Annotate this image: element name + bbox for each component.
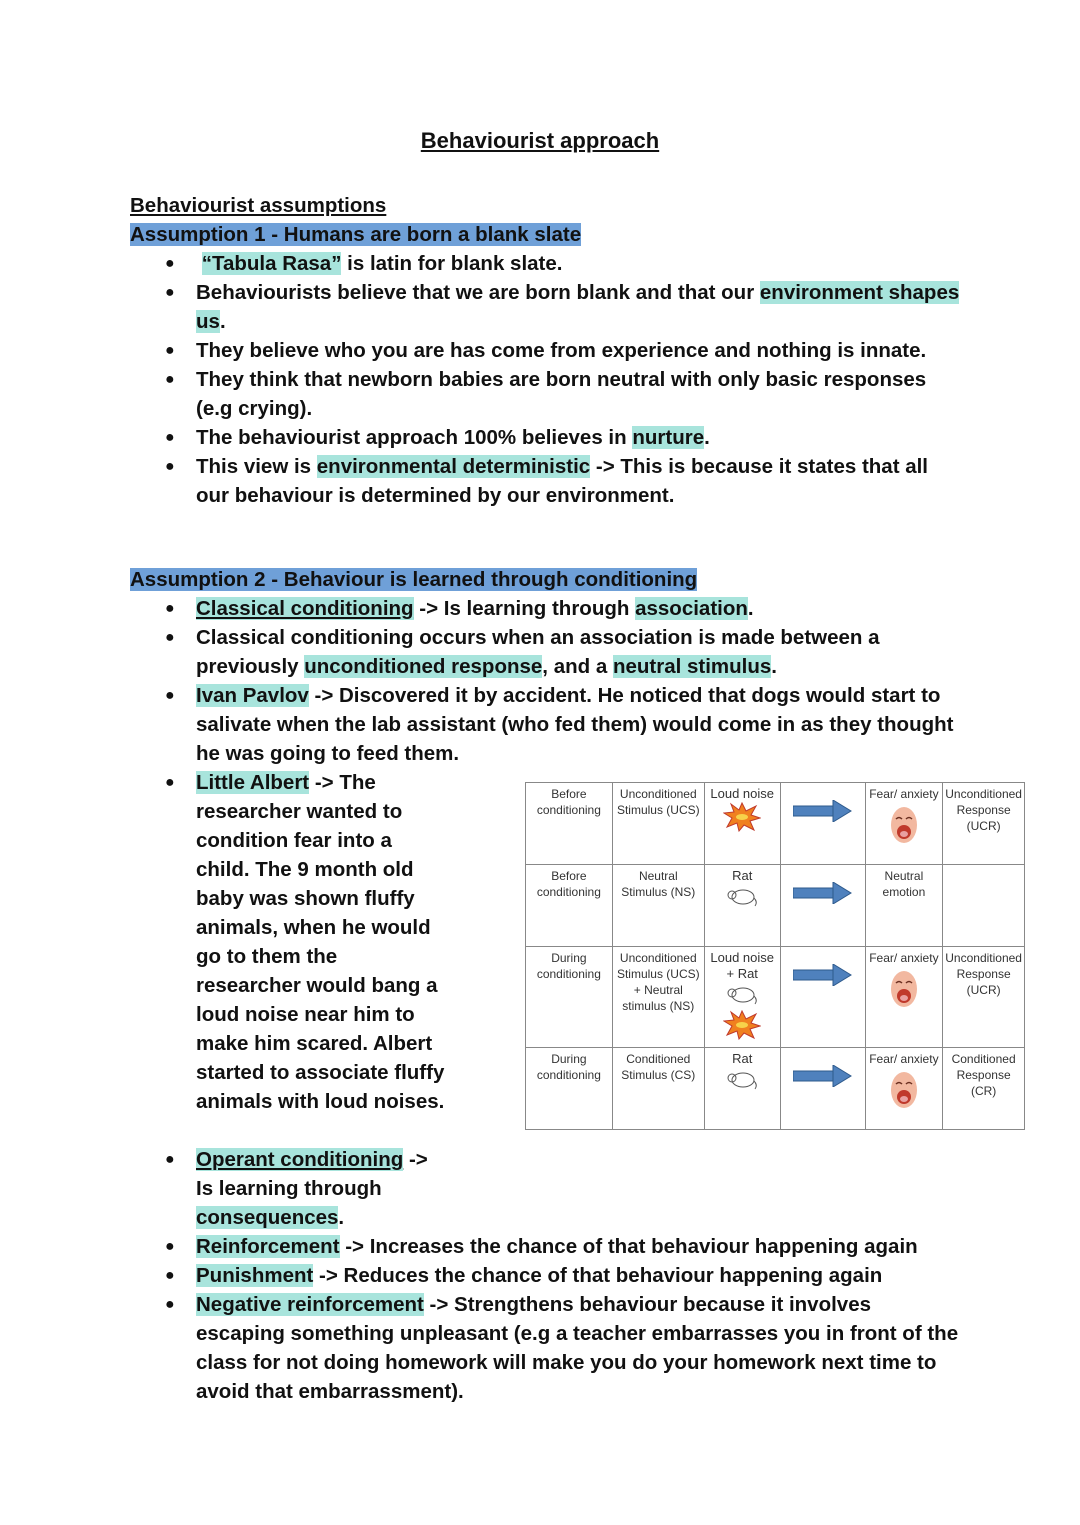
table-row — [526, 1048, 1025, 1130]
arrow-cell — [780, 947, 865, 1048]
table-row — [526, 783, 1025, 865]
list-item-text: -> This is because it states that all our behaviour is determined by our environment. — [196, 455, 929, 507]
bullet-icon: ● — [165, 1267, 175, 1284]
list-item — [130, 1232, 960, 1261]
list-item — [130, 336, 960, 365]
list-item — [130, 278, 960, 336]
stage-label: During conditioning — [536, 951, 601, 981]
list-item — [130, 594, 960, 623]
list-item-text: This view is — [196, 455, 317, 478]
highlight-term: nurture — [632, 426, 705, 449]
list-item — [130, 452, 960, 510]
highlight-term: “Tabula Rasa” — [201, 252, 342, 275]
type-cell — [612, 865, 704, 947]
arrow-cell — [780, 783, 865, 865]
response-cell — [943, 783, 1025, 865]
response-label: Conditioned Response (CR) — [951, 1052, 1016, 1098]
list-item-text: -> Increases the chance of that behaviour happening again — [339, 1235, 918, 1258]
assumption-2-heading-text: Assumption 2 - Behaviour is learned through conditioning — [130, 568, 698, 591]
highlight-term: Classical conditioning — [196, 597, 414, 620]
list-item-text: They believe who you are has come from experience and nothing is innate. — [196, 339, 927, 362]
list-item — [130, 1290, 960, 1406]
highlight-term: Operant conditioning — [196, 1148, 404, 1171]
response-cell — [943, 865, 1025, 947]
bullet-icon: ● — [165, 629, 175, 646]
assumptions-heading: Behaviourist assumptions — [130, 194, 387, 217]
emotion-label: Fear/ anxiety — [869, 951, 939, 965]
stage-cell — [526, 783, 613, 865]
type-label: Unconditioned Stimulus (UCS) + Neutral stimulus (NS) — [616, 951, 700, 1013]
list-item-text: . — [338, 1206, 345, 1229]
type-cell — [612, 1048, 704, 1130]
highlight-term: environment shapes us — [196, 281, 960, 333]
highlight-term: Reinforcement — [196, 1235, 340, 1258]
highlight-term: Negative reinforcement — [196, 1293, 424, 1316]
bullet-icon: ● — [165, 687, 175, 704]
assumption-1-heading — [130, 220, 581, 249]
list-item-text: , and a — [542, 655, 613, 678]
list-item-text: -> Strengthens behaviour because it involves escaping something unpleasant (e.g a teacher embarrasses you in front of the class for not doing homework will make you do your homework next time to avoid that embarrassment). — [196, 1293, 959, 1403]
highlight-term: Punishment — [196, 1264, 314, 1287]
emotion-label: Fear/ anxiety — [869, 787, 939, 801]
list-item-text: is latin for blank slate. — [341, 252, 563, 275]
arrow-cell — [780, 1048, 865, 1130]
list-item — [130, 1261, 960, 1290]
stage-label: Before conditioning — [536, 869, 601, 899]
list-item-text: . — [771, 655, 777, 678]
emotion-label: Fear/ anxiety — [869, 1052, 939, 1066]
table-row — [526, 947, 1025, 1048]
highlight-term: neutral stimulus — [612, 655, 772, 678]
assumption-1-list — [130, 249, 960, 510]
list-item — [130, 768, 446, 1116]
table-row — [526, 865, 1025, 947]
type-label: Conditioned Stimulus (CS) — [621, 1052, 696, 1082]
bullet-icon: ● — [165, 458, 175, 475]
right-arrow-icon — [793, 964, 853, 986]
page-title: Behaviourist approach — [420, 128, 660, 153]
crying-baby-icon — [889, 1070, 919, 1110]
list-item-text: -> Discovered it by accident. He noticed that dogs would start to salivate when the lab assistant (who fed them) would come in as they thought he was going to feed them. — [196, 684, 954, 765]
highlight-term: Ivan Pavlov — [196, 684, 309, 707]
list-item-text: -> Reduces the chance of that behaviour happening again — [313, 1264, 883, 1287]
stimulus-label: Rat — [732, 868, 753, 883]
bullet-icon: ● — [165, 1296, 175, 1313]
highlight-term: association — [635, 597, 748, 620]
response-cell — [943, 1048, 1025, 1130]
conditioning-table — [525, 782, 1025, 1130]
crying-baby-icon — [889, 805, 919, 845]
bang-icon — [723, 1010, 761, 1040]
emotion-cell — [865, 947, 943, 1048]
response-label: Unconditioned Response (UCR) — [945, 787, 1022, 833]
stage-cell — [526, 947, 613, 1048]
list-item-text: They think that newborn babies are born neutral with only basic responses (e.g crying). — [196, 368, 927, 420]
type-label: Unconditioned Stimulus (UCS) — [616, 787, 700, 817]
list-item — [130, 681, 960, 768]
arrow-cell — [780, 865, 865, 947]
highlight-term: unconditioned response — [304, 655, 543, 678]
bullet-icon: ● — [165, 429, 175, 446]
emotion-label: Neutral emotion — [882, 869, 926, 899]
list-item-text: Behaviourists believe that we are born blank and that our — [196, 281, 760, 304]
assumption-2-heading — [130, 565, 697, 594]
stimulus-label: Loud noise — [710, 786, 775, 801]
emotion-cell — [865, 1048, 943, 1130]
list-item — [130, 365, 960, 423]
stimulus-cell — [704, 783, 780, 865]
bullet-icon: ● — [165, 255, 175, 272]
type-label: Neutral Stimulus (NS) — [621, 869, 696, 899]
list-item — [130, 623, 960, 681]
bullet-icon: ● — [165, 371, 175, 388]
highlight-term: environmental deterministic — [316, 455, 591, 478]
rat-icon — [725, 1067, 759, 1091]
stage-cell — [526, 1048, 613, 1130]
list-item — [130, 1145, 446, 1232]
stage-label: During conditioning — [536, 1052, 601, 1082]
stimulus-label: Loud noise + Rat — [710, 950, 775, 981]
stimulus-cell — [704, 947, 780, 1048]
highlight-term: Little Albert — [196, 771, 310, 794]
right-arrow-icon — [793, 800, 853, 822]
list-item — [130, 249, 960, 278]
list-item-text: Classical conditioning occurs when an association is made between a previously — [196, 626, 880, 678]
list-item-text: . — [219, 310, 226, 333]
right-arrow-icon — [793, 882, 853, 904]
rat-icon — [725, 982, 759, 1006]
bang-icon — [723, 802, 761, 832]
emotion-cell — [865, 783, 943, 865]
list-item — [130, 423, 960, 452]
crying-baby-icon — [889, 969, 919, 1009]
type-cell — [612, 947, 704, 1048]
response-label: Unconditioned Response (UCR) — [945, 951, 1022, 997]
highlight-term: consequences — [196, 1206, 339, 1229]
stimulus-cell — [704, 865, 780, 947]
bullet-icon: ● — [165, 284, 175, 301]
bullet-icon: ● — [165, 600, 175, 617]
list-item-text: -> Is learning through — [413, 597, 636, 620]
type-cell — [612, 783, 704, 865]
bullet-icon: ● — [165, 342, 175, 359]
list-item-text: . — [747, 597, 754, 620]
right-arrow-icon — [793, 1065, 853, 1087]
stimulus-cell — [704, 1048, 780, 1130]
response-cell — [943, 947, 1025, 1048]
assumption-1-heading-text: Assumption 1 - Humans are born a blank slate — [130, 223, 582, 246]
emotion-cell — [865, 865, 943, 947]
list-item-text: The behaviourist approach 100% believes in — [196, 426, 633, 449]
stage-cell — [526, 865, 613, 947]
list-item-text: -> Is learning through — [196, 1148, 428, 1200]
list-item-text: . — [704, 426, 710, 449]
bullet-icon: ● — [165, 1238, 175, 1255]
stimulus-label: Rat — [732, 1051, 753, 1066]
stage-label: Before conditioning — [536, 787, 601, 817]
bullet-icon: ● — [165, 1151, 175, 1168]
list-item-text: -> The researcher wanted to condition fear into a child. The 9 month old baby was shown fluffy animals, when he would go to them the researcher would bang a loud noise near him to make him scared. Albert started to associate fluffy animals with loud noises. — [196, 771, 445, 1113]
rat-icon — [725, 884, 759, 908]
bullet-icon: ● — [165, 774, 175, 791]
